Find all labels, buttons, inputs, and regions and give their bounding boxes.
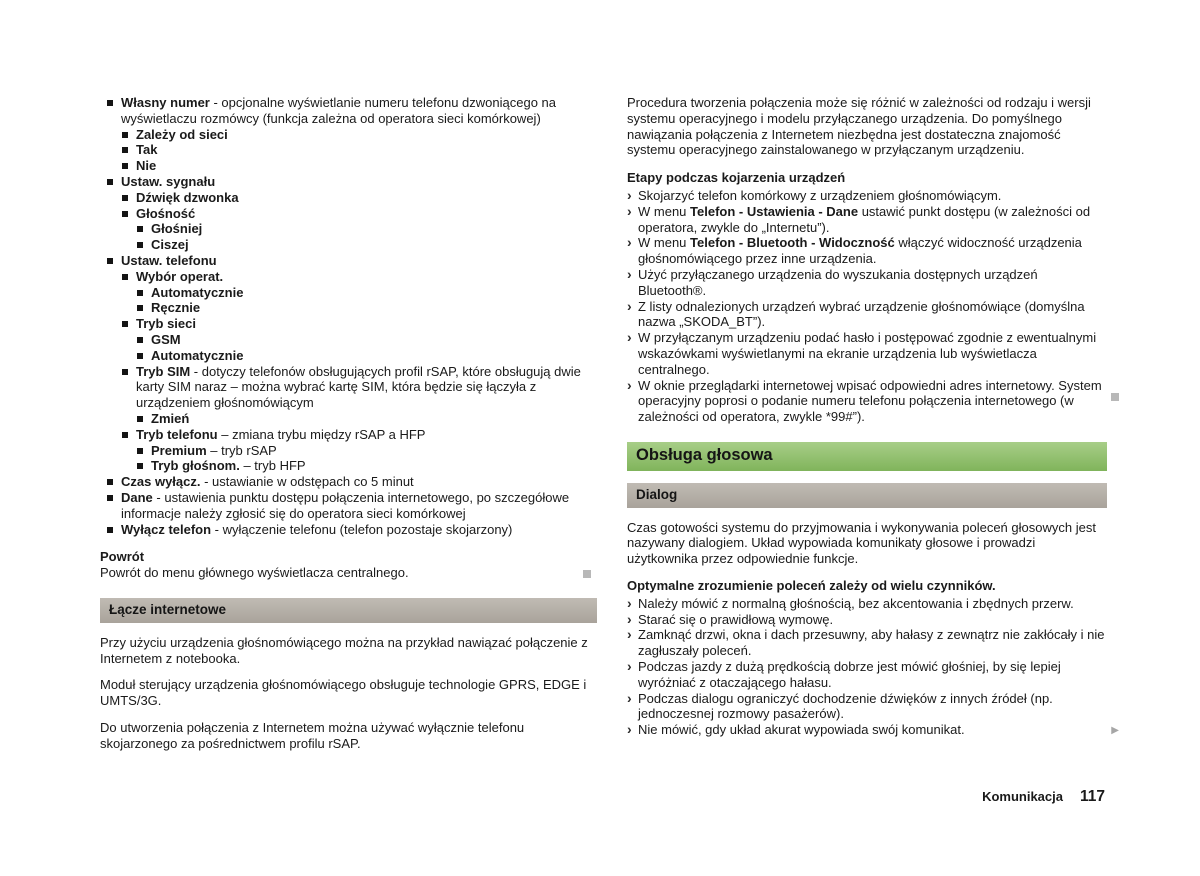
square-bullet-icon <box>137 416 143 422</box>
instruction-item: › W menu Telefon - Ustawienia - Dane ustawić punkt dostępu (w zależności od operatora, zwykle do „Internetu”). <box>627 202 1091 235</box>
square-bullet-icon <box>122 274 128 280</box>
square-bullet-icon <box>122 321 128 327</box>
square-bullet-icon <box>107 100 113 106</box>
section-header-voice-control-label: Obsługa głosowa <box>636 445 773 464</box>
instruction-item: › Skojarzyć telefon komórkowy z urządzeniem głośnomówiącym. <box>627 186 1002 203</box>
footer-page-number: 117 <box>1079 788 1105 805</box>
menu-item: Zmień <box>137 411 597 427</box>
square-bullet-icon <box>137 448 143 454</box>
chevron-bullet-icon: › <box>627 721 632 738</box>
chevron-bullet-icon: › <box>627 329 632 346</box>
chevron-bullet-icon: › <box>627 234 632 251</box>
menu-item: Ustaw. sygnału <box>107 174 597 190</box>
square-bullet-icon <box>137 226 143 232</box>
menu-item: Tryb SIM - dotyczy telefonów obsługujących profil rSAP, które obsługują dwie karty SIM naraz – można wybrać kartę SIM, która będzie się łączyła z urządzeniem głośnomówiącym <box>122 364 597 411</box>
instruction-item: › Nie mówić, gdy układ akurat wypowiada swój komunikat. ▶ <box>627 721 1119 738</box>
continuation-arrow-icon: ▶ <box>1111 724 1119 736</box>
square-bullet-icon <box>137 337 143 343</box>
instruction-item: › Użyć przyłączanego urządzenia do wyszukania dostępnych urządzeń Bluetooth®. <box>627 265 1038 298</box>
square-bullet-icon <box>137 353 143 359</box>
chevron-bullet-icon: › <box>627 186 632 203</box>
section-header-voice-control <box>627 442 1107 471</box>
chevron-bullet-icon: › <box>627 594 632 611</box>
pairing-steps-list <box>627 188 1107 425</box>
powrot-text: Powrót do menu głównego wyświetlacza centralnego. <box>100 565 409 581</box>
page-footer <box>982 788 1105 806</box>
square-bullet-icon <box>122 211 128 217</box>
menu-item: Dane - ustawienia punktu dostępu połączenia internetowego, po szczegółowe informacje należy zgłosić się do operatora sieci komórkowej <box>107 490 597 522</box>
chevron-bullet-icon: › <box>627 265 632 282</box>
chevron-bullet-icon: › <box>627 657 632 674</box>
powrot-block <box>100 549 597 581</box>
square-bullet-icon <box>122 432 128 438</box>
instruction-item: › W przyłączanym urządzeniu podać hasło i postępować zgodnie z ewentualnymi wskazówkami wyświetlanymi na ekranie urządzenia lub wyświetlacza centralnego. <box>627 329 1097 377</box>
menu-item: Automatycznie <box>137 348 597 364</box>
square-bullet-icon <box>137 290 143 296</box>
menu-item: Czas wyłącz. - ustawianie w odstępach co 5 minut <box>107 474 597 490</box>
square-bullet-icon <box>122 163 128 169</box>
powrot-heading: Powrót <box>100 549 145 565</box>
section-header-internet-link <box>100 598 597 623</box>
chevron-bullet-icon: › <box>627 610 632 627</box>
menu-item: Tryb telefonu – zmiana trybu między rSAP a HFP <box>122 427 597 443</box>
instruction-item: › W oknie przeglądarki internetowej wpisać odpowiedni adres internetowy. System operacyjny poprosi o podanie numeru telefonu połączenia internetowego (w zależności od operatora, zwykle *99#”). <box>627 378 1107 425</box>
internet-paragraph-1: Przy użyciu urządzenia głośnomówiącego można na przykład nawiązać połączenie z Internetem z notebooka. <box>100 634 588 666</box>
square-bullet-icon <box>137 463 143 469</box>
chevron-bullet-icon: › <box>627 202 632 219</box>
section-header-internet-link-label: Łącze internetowe <box>109 601 227 617</box>
chevron-bullet-icon: › <box>627 626 632 643</box>
square-bullet-icon <box>107 479 113 485</box>
menu-item: Głośność <box>122 206 597 222</box>
instruction-item: › Starać się o prawidłową wymowę. <box>627 610 834 627</box>
square-bullet-icon <box>137 242 143 248</box>
square-bullet-icon <box>107 258 113 264</box>
left-column <box>100 95 597 762</box>
square-bullet-icon <box>107 179 113 185</box>
chevron-bullet-icon: › <box>627 376 632 393</box>
instruction-item: › Podczas jazdy z dużą prędkością dobrze jest mówić głośniej, by się lepiej wyróżniać z otaczającego hałasu. <box>627 657 1061 690</box>
menu-item: Automatycznie <box>137 285 597 301</box>
instruction-item: › W menu Telefon - Bluetooth - Widoczność włączyć widoczność urządzenia głośnomówiącego przez inne urządzenia. <box>627 234 1082 267</box>
square-bullet-icon <box>122 147 128 153</box>
chevron-bullet-icon: › <box>627 689 632 706</box>
dialog-paragraph: Czas gotowości systemu do przyjmowania i wykonywania poleceń głosowych jest nazywany dialogiem. Układ wypowiada komunikaty głosowe i prowadzi użytkownika przez odpowiednie funkcje. <box>627 519 1096 567</box>
menu-item: Tryb sieci <box>122 316 597 332</box>
internet-paragraph-2: Moduł sterujący urządzenia głośnomówiącego obsługuje technologie GPRS, EDGE i UMTS/3G. <box>100 677 587 709</box>
internet-paragraph-3: Do utworzenia połączenia z Internetem można używać wyłącznie telefonu skojarzonego za pośrednictwem profilu rSAP. <box>100 719 525 751</box>
instruction-item: › Zamknąć drzwi, okna i dach przesuwny, aby hałasy z zewnątrz nie zakłócały i nie zagłuszały poleceń. <box>627 626 1105 659</box>
menu-item: Zależy od sieci <box>122 127 597 143</box>
menu-item: Tryb głośnom. – tryb HFP <box>137 458 597 474</box>
square-bullet-icon <box>122 195 128 201</box>
menu-item: Wybór operat. <box>122 269 597 285</box>
paragraph-end-icon <box>1111 393 1119 401</box>
square-bullet-icon <box>122 132 128 138</box>
menu-item: Premium – tryb rSAP <box>137 443 597 459</box>
instruction-item: › Podczas dialogu ograniczyć dochodzenie dźwięków z innych źródeł (np. jednoczesnej rozmowy pasażerów). <box>627 689 1053 722</box>
menu-item: Własny numer - opcjonalne wyświetlanie numeru telefonu dzwoniącego na wyświetlaczu rozmówcy (funkcja zależna od operatora sieci komórkowej) <box>107 95 597 127</box>
subsection-header-dialog-label: Dialog <box>636 486 678 502</box>
menu-item: Ręcznie <box>137 300 597 316</box>
chevron-bullet-icon: › <box>627 297 632 314</box>
footer-section-label: Komunikacja <box>982 789 1063 804</box>
right-column <box>627 95 1119 738</box>
menu-item: Ciszej <box>137 237 597 253</box>
square-bullet-icon <box>137 305 143 311</box>
menu-item: Nie <box>122 158 597 174</box>
intro-paragraph: Procedura tworzenia połączenia może się różnić w zależności od rodzaju i wersji systemu operacyjnego i modelu przyłączanego urządzenia. Do pomyślnego nawiązania połączenia z Internetem niezbędna jest dostateczna znajomość systemu operacyjnego zainstalowanego w przyłączanym urządzeniu. <box>627 95 1091 158</box>
square-bullet-icon <box>107 527 113 533</box>
menu-item: Tak <box>122 142 597 158</box>
voice-tips-list <box>627 594 1119 738</box>
pairing-steps-heading: Etapy podczas kojarzenia urządzeń <box>627 170 846 186</box>
optimal-understanding-heading: Optymalne zrozumienie poleceń zależy od wielu czynników. <box>627 577 996 593</box>
phone-menu-list <box>100 95 597 537</box>
paragraph-end-icon <box>583 570 591 578</box>
menu-item: Dźwięk dzwonka <box>122 190 597 206</box>
menu-item: Ustaw. telefonu <box>107 253 597 269</box>
instruction-item: › Z listy odnalezionych urządzeń wybrać urządzenie głośnomówiące (domyślna nazwa „SKODA_BT”). <box>627 297 1085 330</box>
square-bullet-icon <box>122 369 128 375</box>
menu-item: GSM <box>137 332 597 348</box>
menu-item: Wyłącz telefon - wyłączenie telefonu (telefon pozostaje skojarzony) <box>107 522 597 538</box>
instruction-item: › Należy mówić z normalną głośnością, bez akcentowania i zbędnych przerw. <box>627 594 1074 611</box>
subsection-header-dialog <box>627 483 1107 508</box>
menu-item: Głośniej <box>137 221 597 237</box>
square-bullet-icon <box>107 495 113 501</box>
